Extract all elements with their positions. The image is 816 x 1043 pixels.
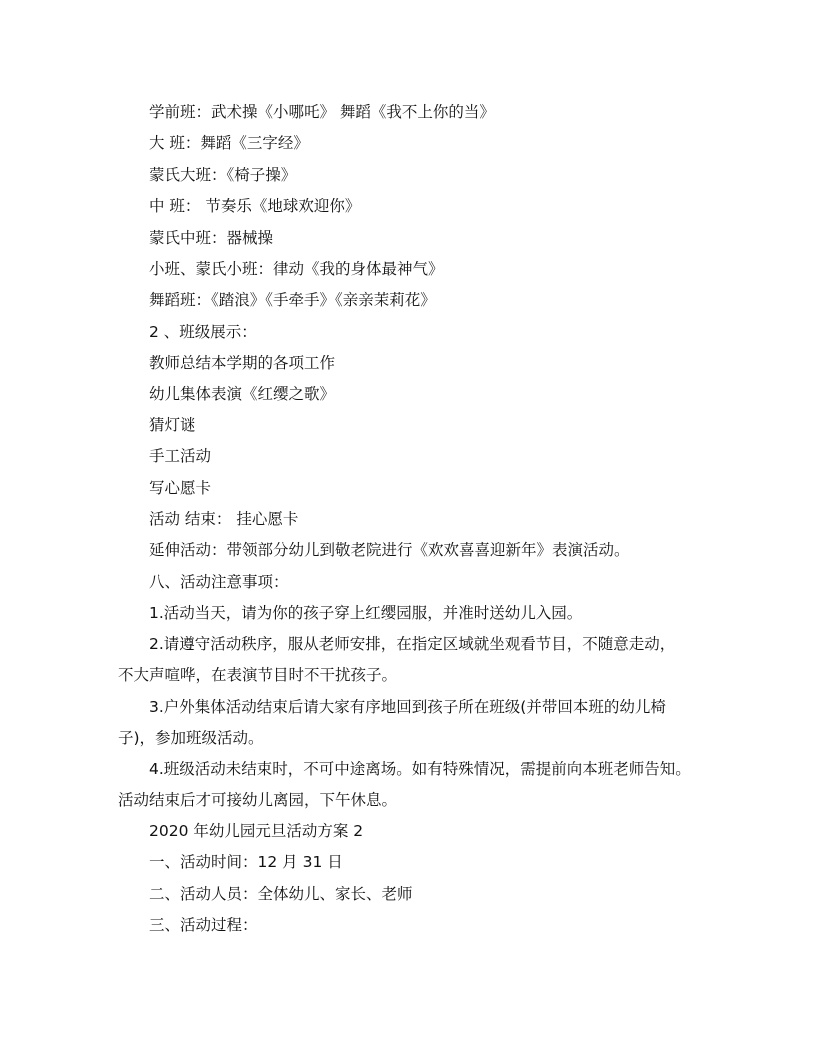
document-title: 2020 年幼儿园元旦活动方案 2 <box>149 822 364 840</box>
text-line: 教师总结本学期的各项工作 <box>149 354 336 372</box>
notice-item: 4.班级活动未结束时，不可中途离场。如有特殊情况，需提前向本班老师告知。 <box>149 760 691 778</box>
section-heading: 2 、班级展示： <box>149 323 257 341</box>
text-line: 延伸活动：带领部分幼儿到敬老院进行《欢欢喜喜迎新年》表演活动。 <box>149 541 630 559</box>
section-heading: 二、活动人员：全体幼儿、家长、老师 <box>149 885 413 903</box>
text-line: 学前班：武术操《小哪吒》 舞蹈《我不上你的当》 <box>149 103 495 121</box>
section-heading: 三、活动过程： <box>149 916 258 934</box>
notice-item: 1.活动当天，请为你的孩子穿上红缨园服，并准时送幼儿入园。 <box>149 604 583 622</box>
text-line: 手工活动 <box>149 447 212 465</box>
notice-item-continuation: 活动结束后才可接幼儿离园，下午休息。 <box>118 791 398 809</box>
notice-item: 2.请遵守活动秩序，服从老师安排，在指定区域就坐观看节目，不随意走动， <box>149 635 676 653</box>
notice-item-continuation: 不大声喧哗，在表演节目时不干扰孩子。 <box>118 666 398 684</box>
text-line: 幼儿集体表演《红缨之歌》 <box>149 385 336 403</box>
text-line: 活动 结束： 挂心愿卡 <box>149 510 299 528</box>
text-line: 中 班： 节奏乐《地球欢迎你》 <box>149 197 361 215</box>
section-heading: 八、活动注意事项： <box>149 573 289 591</box>
text-line: 大 班：舞蹈《三字经》 <box>149 134 309 152</box>
text-line: 猜灯谜 <box>149 416 196 434</box>
notice-item-continuation: 子)，参加班级活动。 <box>118 729 264 747</box>
text-line: 蒙氏大班：《椅子操》 <box>149 166 297 184</box>
section-heading: 一、活动时间：12 月 31 日 <box>149 853 343 871</box>
text-line: 舞蹈班：《踏浪》《手牵手》《亲亲茉莉花》 <box>149 291 436 309</box>
text-line: 写心愿卡 <box>149 479 212 497</box>
text-line: 小班、蒙氏小班：律动《我的身体最神气》 <box>149 260 444 278</box>
notice-item: 3.户外集体活动结束后请大家有序地回到孩子所在班级(并带回本班的幼儿椅 <box>149 698 666 716</box>
text-line: 蒙氏中班：器械操 <box>149 229 274 247</box>
